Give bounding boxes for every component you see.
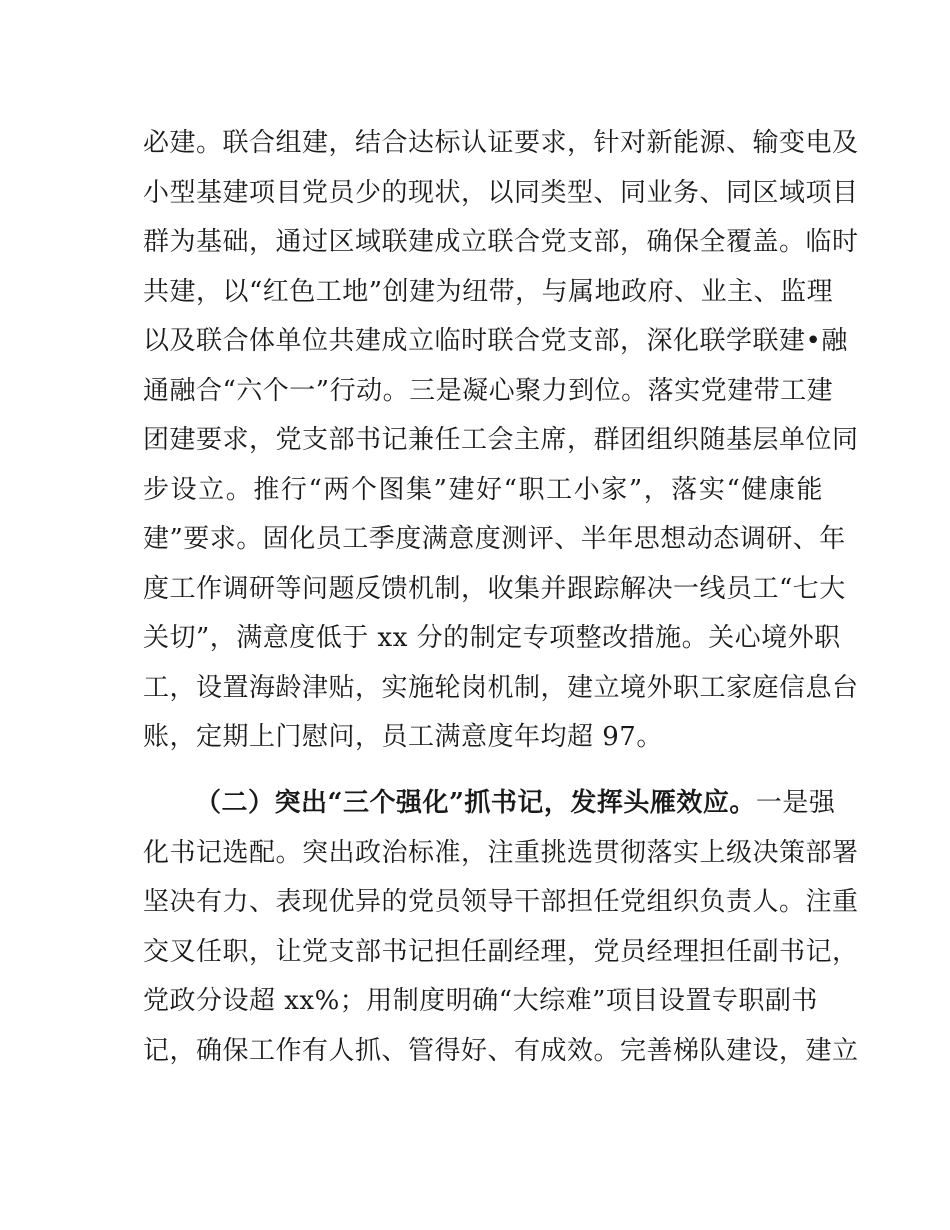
text-line: 必建。联合组建，结合达标认证要求，针对新能源、输变电及 bbox=[143, 128, 859, 158]
text-line: 交叉任职，让党支部书记担任副经理，党员经理担任副书记， bbox=[143, 937, 859, 967]
text-line: 度工作调研等问题反馈机制，收集并跟踪解决一线员工“七大 bbox=[143, 574, 846, 604]
text-line: 团建要求，党支部书记兼任工会主席，群团组织随基层单位同 bbox=[143, 425, 859, 455]
text-line: 坚决有力、表现优异的党员领导干部担任党组织负责人。注重 bbox=[143, 887, 859, 917]
text-line: 群为基础，通过区域联建成立联合党支部，确保全覆盖。临时 bbox=[143, 227, 859, 257]
text-line: 共建，以“红色工地”创建为纽带，与属地政府、业主、监理 bbox=[143, 277, 834, 307]
text-line: 化书记选配。突出政治标准，注重挑选贯彻落实上级决策部署 bbox=[143, 838, 859, 868]
text-line: 党政分设超 xx%；用制度明确“大综难”项目设置专职副书 bbox=[143, 986, 818, 1016]
text-line: 步设立。推行“两个图集”建好“职工小家”，落实“健康能 bbox=[143, 475, 823, 505]
text-line: 关切”，满意度低于 xx 分的制定专项整改措施。关心境外职 bbox=[143, 623, 841, 653]
section-heading: （二）突出“三个强化”抓书记，发挥头雁效应。 bbox=[195, 788, 756, 818]
text-line: 小型基建项目党员少的现状，以同类型、同业务、同区域项目 bbox=[143, 178, 859, 208]
text-line: 账，定期上门慰问，员工满意度年均超 97。 bbox=[143, 722, 663, 752]
text-line: 以及联合体单位共建成立临时联合党支部，深化联学联建•融 bbox=[143, 326, 848, 356]
heading-tail-text: 一是强 bbox=[755, 788, 836, 818]
text-line: 工，设置海龄津贴，实施轮岗机制，建立境外职工家庭信息台 bbox=[143, 673, 859, 703]
text-line: 建”要求。固化员工季度满意度测评、半年思想动态调研、年 bbox=[143, 524, 846, 554]
text-line: 通融合“六个一”行动。三是凝心聚力到位。落实党建带工建 bbox=[143, 376, 834, 406]
section-heading-line bbox=[195, 783, 836, 823]
text-line: 记，确保工作有人抓、管得好、有成效。完善梯队建设，建立 bbox=[143, 1036, 859, 1066]
